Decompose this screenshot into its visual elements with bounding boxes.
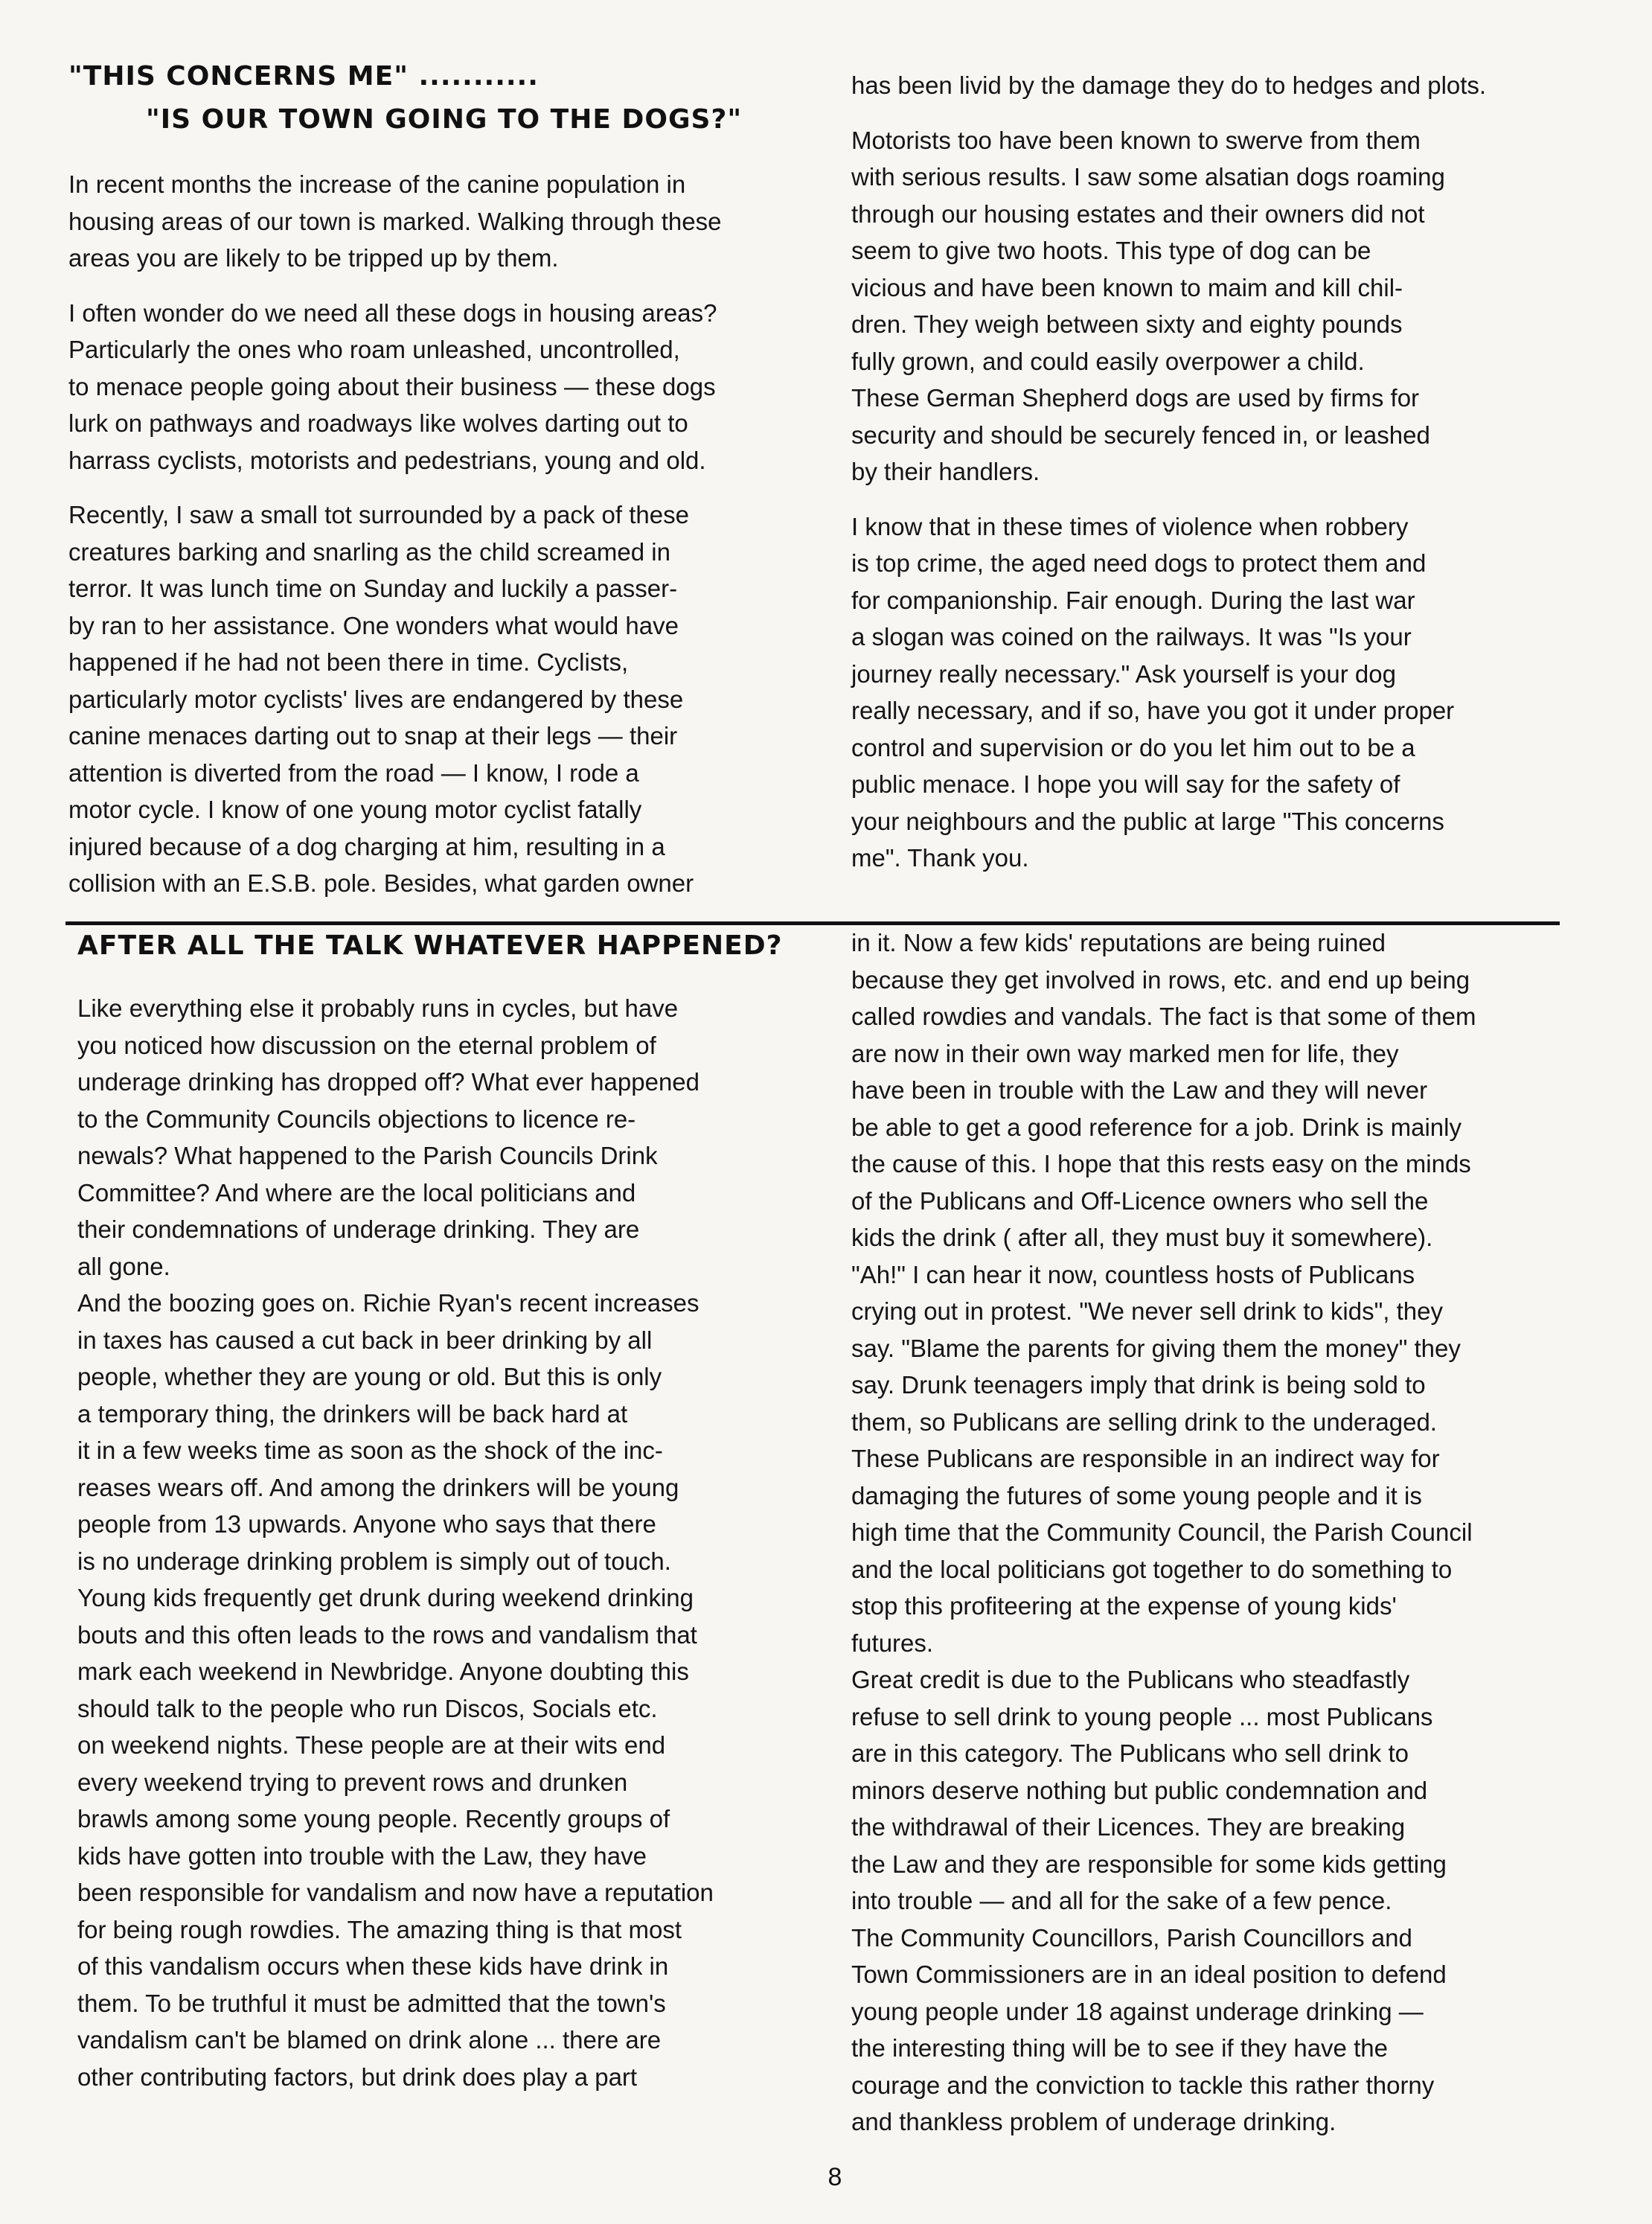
article1-paragraph-4: has been livid by the damage they do to hedges and plots. xyxy=(851,71,1487,99)
article1-kicker: "THIS CONCERNS ME" ........... xyxy=(68,61,539,92)
article1-paragraph-3: Recently, I saw a small tot surrounded by a pack of these creatures barking and snarling as the child screamed in terror. It was lunch time on Sunday and luckily a passer- by ran to her assistance. One wonders what would have happened if he had not been there in time. Cyclists, particularly motor cyclists' lives are endangered by these canine menaces darting out to snap at their legs — their attention is diverted from the road — I know, I rode a motor cycle. I know of one young motor cyclist fatally injured because of a dog charging at him, resulting in a collision with an E.S.B. pole. Besides, what garden owner xyxy=(68,501,694,897)
article2-paragraph-2: And the boozing goes on. Richie Ryan's recent increases in taxes has caused a cut back in beer drinking by all people, whether they are young or old. But this is only a temporary thing, the drinkers will be back hard at it in a few weeks time as soon as the shock of the inc- reases wears off. And among the drinkers will be young people from 13 upwards. Anyone who says that there is no underage drinking problem is simply out of touch. Young kids frequently get drunk during weekend drinking bouts and this often leads to the rows and vandalism that mark each weekend in Newbridge. Anyone doubting this should talk to the people who run Discos, Socials etc. on weekend nights. These people are at their wits end every weekend trying to prevent rows and drunken brawls among some young people. Recently groups of kids have gotten into trouble with the Law, they have been responsible for vandalism and now have a reputation for being rough rowdies. The amazing thing is that most of this vandalism occurs when these kids have drink in them. To be truthful it must be admitted that the town's vandalism can't be blamed on drink alone ... there are other contributing factors, but drink does play a part xyxy=(77,1289,714,2091)
article1-left-column xyxy=(68,166,827,902)
article2-right-column xyxy=(851,924,1595,2141)
article1-paragraph-2: I often wonder do we need all these dogs in housing areas? Particularly the ones who roam unleashed, uncontrolled, to menace people going about their business — these dogs lurk on pathways and roadways like wolves darting out to harrass cyclists, motorists and pedestrians, young and old. xyxy=(68,298,717,474)
page-number: 8 xyxy=(827,2163,842,2191)
article2-left-column xyxy=(77,990,829,2095)
article1-right-column xyxy=(851,67,1595,877)
article1-paragraph-1: In recent months the increase of the canine population in housing areas of our town is marked. Walking through these areas you are likely to be tripped up by them. xyxy=(68,170,722,272)
article1-paragraph-5: Motorists too have been known to swerve from them with serious results. I saw some alsatian dogs roaming through our housing estates and their owners did not seem to give two hoots. This type of dog can be vicious and have been known to maim and kill chil- dren. They weigh between sixty and eighty pounds fully grown, and could easily overpower a child. These German Shepherd dogs are used by firms for security and should be securely fenced in, or leashed by their handlers. xyxy=(851,126,1445,485)
article2-paragraph-1: Like everything else it probably runs in cycles, but have you noticed how discussion on the eternal problem of underage drinking has dropped off? What ever happened to the Community Councils objections to licence re- newals? What happened to the Parish Councils Drink Committee? And where are the local politicians and their condemnations of underage drinking. They are all gone. xyxy=(77,994,700,1280)
article2-paragraph-4: Great credit is due to the Publicans who steadfastly refuse to sell drink to young people ... most Publicans are in this category. The Publicans who sell drink to minors deserve nothing but public condemnation and the withdrawal of their Licences. They are breaking the Law and they are responsible for some kids getting into trouble — and all for the sake of a few pence. xyxy=(851,1666,1447,1914)
article1-paragraph-6: I know that in these times of violence when robbery is top crime, the aged need dogs to protect them and for companionship. Fair enough. During the last war a slogan was coined on the railways. It was "Is your journey really necessary." Ask yourself is your dog really necessary, and if so, have you got it under proper control and supervision or do you let him out to be a public menace. I hope you will say for the safety of your neighbours and the public at large "This concerns me". Thank you. xyxy=(851,512,1455,872)
article2-paragraph-3: in it. Now a few kids' reputations are being ruined because they get involved in rows, etc. and end up being called rowdies and vandals. The fact is that some of them are now in their own way marked men for life, they have been in trouble with the Law and they will never be able to get a good reference for a job. Drink is mainly the cause of this. I hope that this rests easy on the minds of the Publicans and Off-Licence owners who sell the kids the drink ( after all, they must buy it somewhere). "Ah!" I can hear it now, countless hosts of Publicans crying out in protest. "We never sell drink to kids", they say. "Blame the parents for giving them the money" they say. Drunk teenagers imply that drink is being sold to them, so Publicans are selling drink to the underaged. These Publicans are responsible in an indirect way for damaging the futures of some young people and it is high time that the Community Council, the Parish Council and the local politicians got together to do something to stop this profiteering at the expense of young kids' futures. xyxy=(851,929,1476,1657)
article1-title: "IS OUR TOWN GOING TO THE DOGS?" xyxy=(146,104,743,135)
article2-title: AFTER ALL THE TALK WHATEVER HAPPENED? xyxy=(77,930,783,961)
article2-paragraph-5: The Community Councillors, Parish Councillors and Town Commissioners are in an ideal position to defend young people under 18 against underage drinking — the interesting thing will be to see if they have the courage and the conviction to tackle this rather thorny and thankless problem of underage drinking. xyxy=(851,1923,1447,2135)
